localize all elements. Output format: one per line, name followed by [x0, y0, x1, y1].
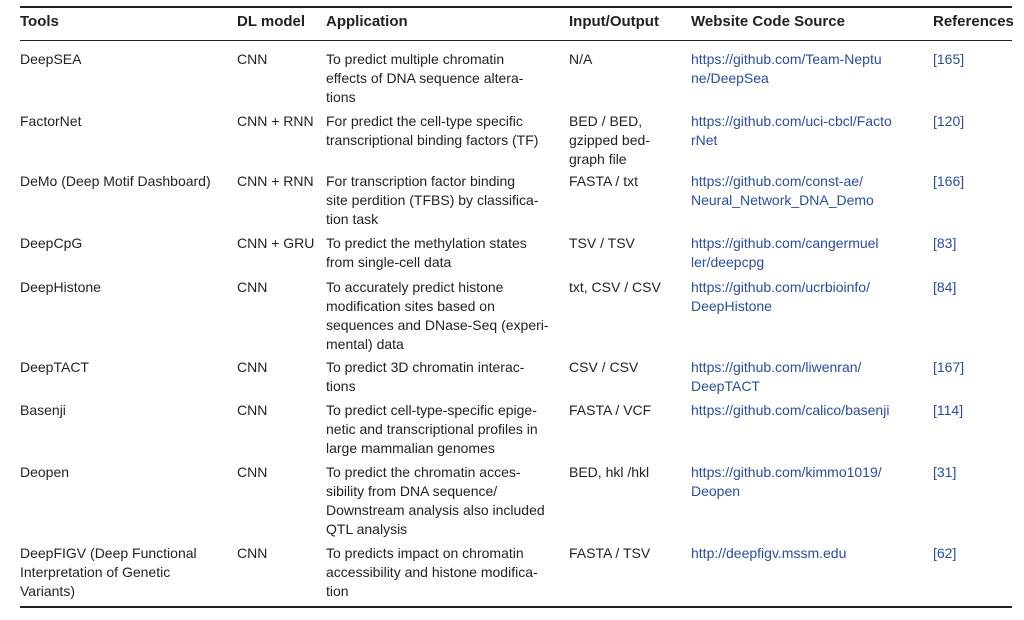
website-link[interactable]: https://github.com/calico/basenji	[691, 402, 890, 418]
cell-tool: Basenji	[20, 402, 66, 418]
cell-tool: DeMo (Deep Motif Dashboard)	[20, 173, 211, 189]
header-tools: Tools	[20, 13, 59, 30]
cell-application: To accurately predict histone modification sites based on sequences and DNase-Seq (experi- mental) data	[326, 279, 549, 352]
cell-dl-model: CNN	[237, 279, 268, 295]
reference-link[interactable]: [83]	[933, 235, 957, 251]
table-header-rule	[20, 40, 1012, 41]
website-link[interactable]: https://github.com/kimmo1019/ Deopen	[691, 464, 882, 499]
website-link[interactable]: https://github.com/const-ae/ Neural_Network_DNA_Demo	[691, 173, 874, 208]
website-link[interactable]: https://github.com/Team-Neptu ne/DeepSea	[691, 51, 882, 86]
cell-dl-model: CNN + RNN	[237, 113, 314, 129]
reference-link[interactable]: [84]	[933, 279, 957, 295]
header-website-code-source: Website Code Source	[691, 13, 845, 30]
cell-tool: DeepSEA	[20, 51, 82, 67]
reference-link[interactable]: [166]	[933, 173, 965, 189]
header-references: References	[933, 13, 1014, 30]
table-header-row	[20, 6, 1012, 40]
cell-dl-model: CNN	[237, 545, 268, 561]
cell-input-output: N/A	[569, 51, 593, 67]
cell-input-output: FASTA / TSV	[569, 545, 651, 561]
website-link[interactable]: https://github.com/cangermuel ler/deepcpg	[691, 235, 879, 270]
cell-tool: FactorNet	[20, 113, 82, 129]
header-input-output: Input/Output	[569, 13, 659, 30]
cell-input-output: FASTA / VCF	[569, 402, 652, 418]
cell-tool: DeepCpG	[20, 235, 83, 251]
cell-dl-model: CNN	[237, 359, 268, 375]
cell-input-output: BED / BED, gzipped bed- graph file	[569, 113, 650, 167]
cell-tool: DeepTACT	[20, 359, 89, 375]
cell-application: To predicts impact on chromatin accessibility and histone modifica- tion	[326, 545, 538, 599]
website-link[interactable]: https://github.com/uci-cbcl/Facto rNet	[691, 113, 892, 148]
cell-input-output: TSV / TSV	[569, 235, 635, 251]
cell-application: To predict the methylation states from single-cell data	[326, 235, 527, 270]
cell-input-output: CSV / CSV	[569, 359, 639, 375]
cell-application: To predict multiple chromatin effects of DNA sequence altera- tions	[326, 51, 524, 105]
cell-dl-model: CNN + RNN	[237, 173, 314, 189]
reference-link[interactable]: [31]	[933, 464, 957, 480]
cell-application: For predict the cell-type specific transcriptional binding factors (TF)	[326, 113, 539, 148]
cell-tool: DeepFIGV (Deep Functional Interpretation of Genetic Variants)	[20, 545, 197, 599]
cell-application: To predict the chromatin acces- sibility from DNA sequence/ Downstream analysis also included QTL analysis	[326, 464, 545, 537]
cell-application: To predict cell-type-specific epige- netic and transcriptional profiles in large mammalian genomes	[326, 402, 538, 456]
reference-link[interactable]: [62]	[933, 545, 957, 561]
website-link[interactable]: https://github.com/liwenran/ DeepTACT	[691, 359, 862, 394]
cell-input-output: BED, hkl /hkl	[569, 464, 650, 480]
header-dl-model: DL model	[237, 13, 306, 30]
header-application: Application	[326, 13, 408, 30]
reference-link[interactable]: [167]	[933, 359, 965, 375]
website-link[interactable]: http://deepfigv.mssm.edu	[691, 545, 847, 561]
website-link[interactable]: https://github.com/ucrbioinfo/ DeepHistone	[691, 279, 870, 314]
cell-dl-model: CNN + GRU	[237, 235, 315, 251]
reference-link[interactable]: [165]	[933, 51, 965, 67]
reference-link[interactable]: [114]	[933, 402, 964, 418]
table-bottom-rule	[20, 606, 1012, 608]
reference-link[interactable]: [120]	[933, 113, 965, 129]
cell-tool: Deopen	[20, 464, 70, 480]
cell-dl-model: CNN	[237, 464, 268, 480]
cell-dl-model: CNN	[237, 51, 268, 67]
cell-application: To predict 3D chromatin interac- tions	[326, 359, 525, 394]
cell-input-output: txt, CSV / CSV	[569, 279, 661, 295]
cell-input-output: FASTA / txt	[569, 173, 638, 189]
cell-dl-model: CNN	[237, 402, 268, 418]
cell-application: For transcription factor binding site perdition (TFBS) by classifica- tion task	[326, 173, 539, 227]
cell-tool: DeepHistone	[20, 279, 101, 295]
